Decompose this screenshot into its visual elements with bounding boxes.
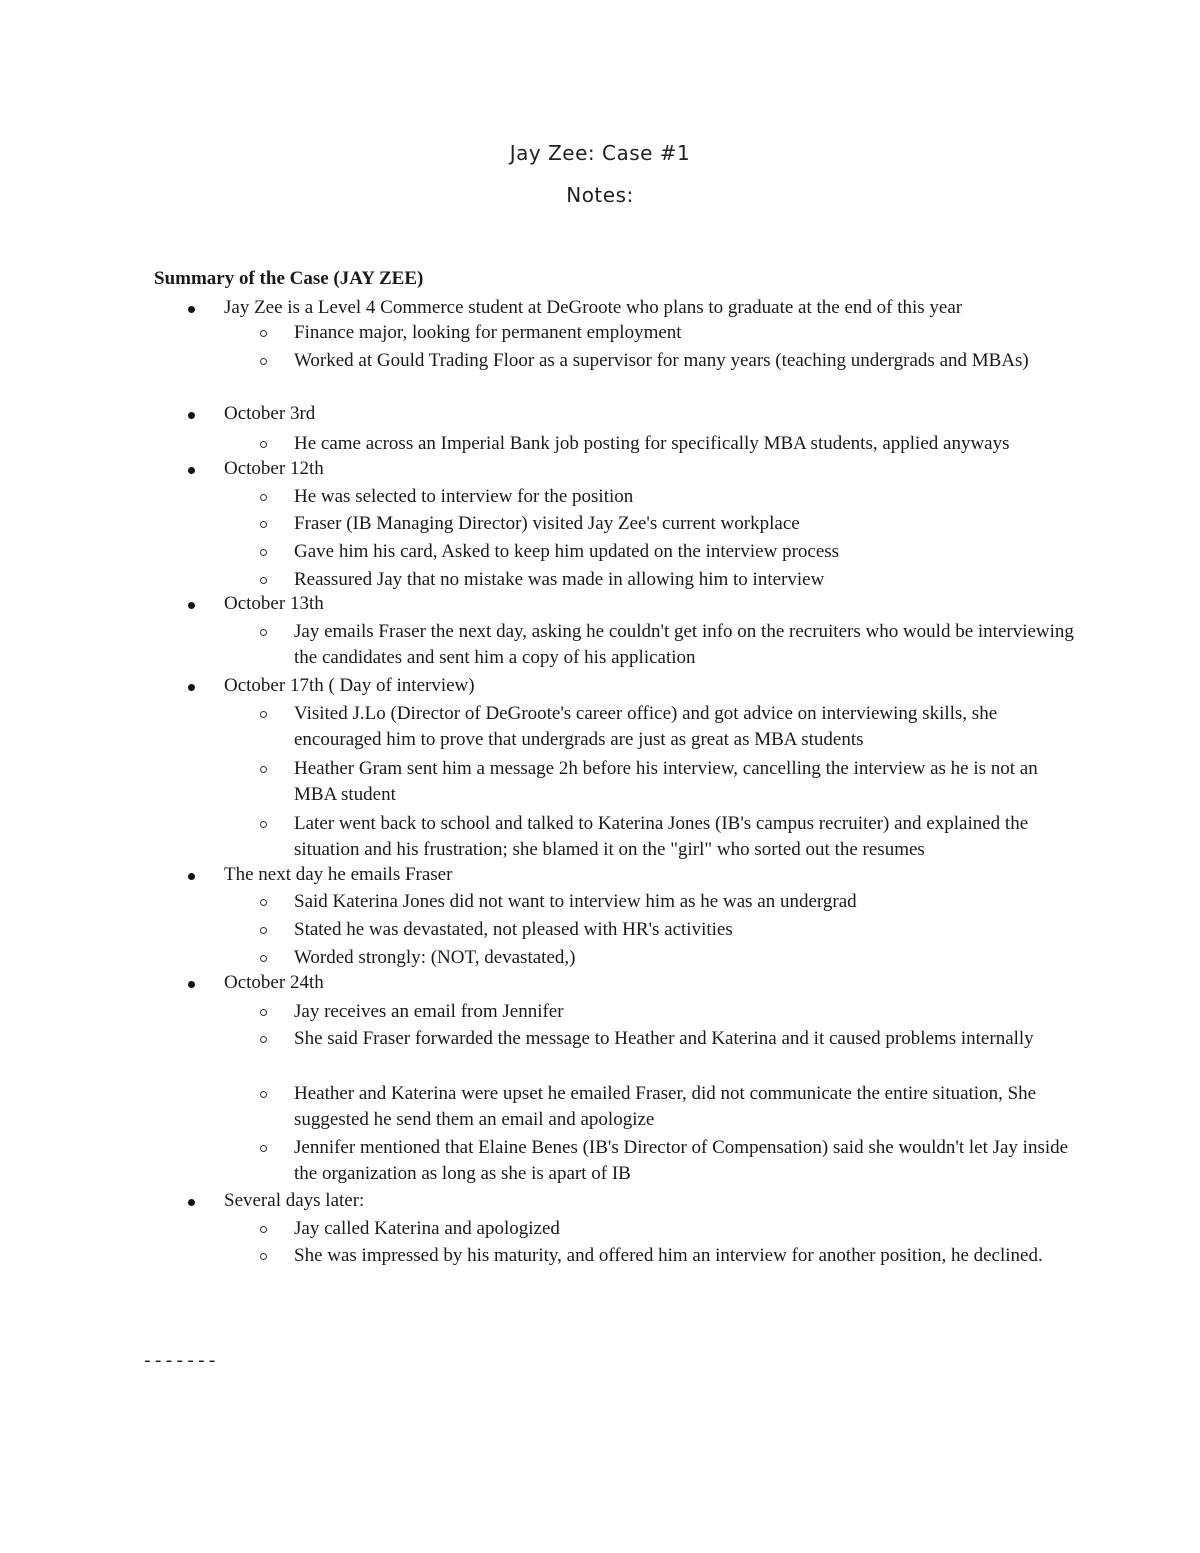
bullet-icon [188,306,195,313]
circle-bullet-icon [260,521,267,528]
outline-subitem: Fraser (IB Managing Director) visited Jay Zee's current workplace [294,513,800,534]
bullet-icon [188,684,195,691]
outline-subitem: Jennifer mentioned that Elaine Benes (IB's Director of Compensation) said she wouldn't let Jay inside the organization as long as she is apart of IB [294,1137,1069,1184]
document-subtitle: Notes: [566,183,634,207]
outline-subitem: Finance major, looking for permanent employment [294,322,682,343]
outline-subitem: Visited J.Lo (Director of DeGroote's career office) and got advice on interviewing skills, she encouraged him to prove that undergrads are just as great as MBA students [294,703,998,750]
circle-bullet-icon [260,1036,267,1043]
circle-bullet-icon [260,1253,267,1260]
circle-bullet-icon [260,549,267,556]
outline-subitem: Jay called Katerina and apologized [294,1218,560,1239]
circle-bullet-icon [260,1226,267,1233]
outline-item: The next day he emails Fraser [224,864,453,885]
outline-item: Several days later: [224,1190,365,1211]
divider-line: ------- [142,1352,218,1372]
circle-bullet-icon [260,899,267,906]
bullet-icon [188,981,195,988]
outline-subitem: Heather Gram sent him a message 2h before his interview, cancelling the interview as he is not an MBA student [294,758,1038,805]
outline-item: October 3rd [224,403,316,424]
outline-item: October 17th ( Day of interview) [224,675,475,696]
circle-bullet-icon [260,1145,267,1152]
bullet-icon [188,467,195,474]
outline-subitem: Worded strongly: (NOT, devastated,) [294,947,576,968]
outline-subitem: Later went back to school and talked to Katerina Jones (IB's campus recruiter) and explained the situation and his frustration; she blamed it on the "girl" who sorted out the resumes [294,813,1029,860]
bullet-icon [188,412,195,419]
outline-subitem: Worked at Gould Trading Floor as a supervisor for many years (teaching undergrads and MBAs) [294,350,1029,371]
circle-bullet-icon [260,927,267,934]
circle-bullet-icon [260,1091,267,1098]
bullet-icon [188,602,195,609]
bullet-icon [188,873,195,880]
outline-subitem: Reassured Jay that no mistake was made in allowing him to interview [294,569,825,590]
outline-item: Jay Zee is a Level 4 Commerce student at DeGroote who plans to graduate at the end of this year [224,297,963,318]
circle-bullet-icon [260,1009,267,1016]
outline-subitem: Jay receives an email from Jennifer [294,1001,564,1022]
outline-subitem: Gave him his card, Asked to keep him updated on the interview process [294,541,840,562]
bullet-icon [188,1199,195,1206]
outline-item: October 24th [224,972,324,993]
outline-subitem: She was impressed by his maturity, and offered him an interview for another position, he declined. [294,1245,1043,1266]
outline-subitem: Said Katerina Jones did not want to interview him as he was an undergrad [294,891,857,912]
circle-bullet-icon [260,821,267,828]
circle-bullet-icon [260,711,267,718]
outline-subitem: He was selected to interview for the position [294,486,634,507]
circle-bullet-icon [260,441,267,448]
circle-bullet-icon [260,629,267,636]
section-heading: Summary of the Case (JAY ZEE) [154,268,424,289]
outline-item: October 13th [224,593,324,614]
document-title: Jay Zee: Case #1 [509,141,691,165]
circle-bullet-icon [260,330,267,337]
outline-subitem: Jay emails Fraser the next day, asking he couldn't get info on the recruiters who would be interviewing the candidates and sent him a copy of his application [294,621,1074,668]
circle-bullet-icon [260,577,267,584]
outline-subitem: He came across an Imperial Bank job posting for specifically MBA students, applied anyways [294,433,1010,454]
circle-bullet-icon [260,766,267,773]
outline-subitem: Heather and Katerina were upset he emailed Fraser, did not communicate the entire situation, She suggested he send them an email and apologize [294,1083,1037,1130]
circle-bullet-icon [260,494,267,501]
outline-item: October 12th [224,458,324,479]
circle-bullet-icon [260,358,267,365]
outline-subitem: Stated he was devastated, not pleased with HR's activities [294,919,733,940]
outline-subitem: She said Fraser forwarded the message to Heather and Katerina and it caused problems internally [294,1028,1034,1049]
circle-bullet-icon [260,955,267,962]
